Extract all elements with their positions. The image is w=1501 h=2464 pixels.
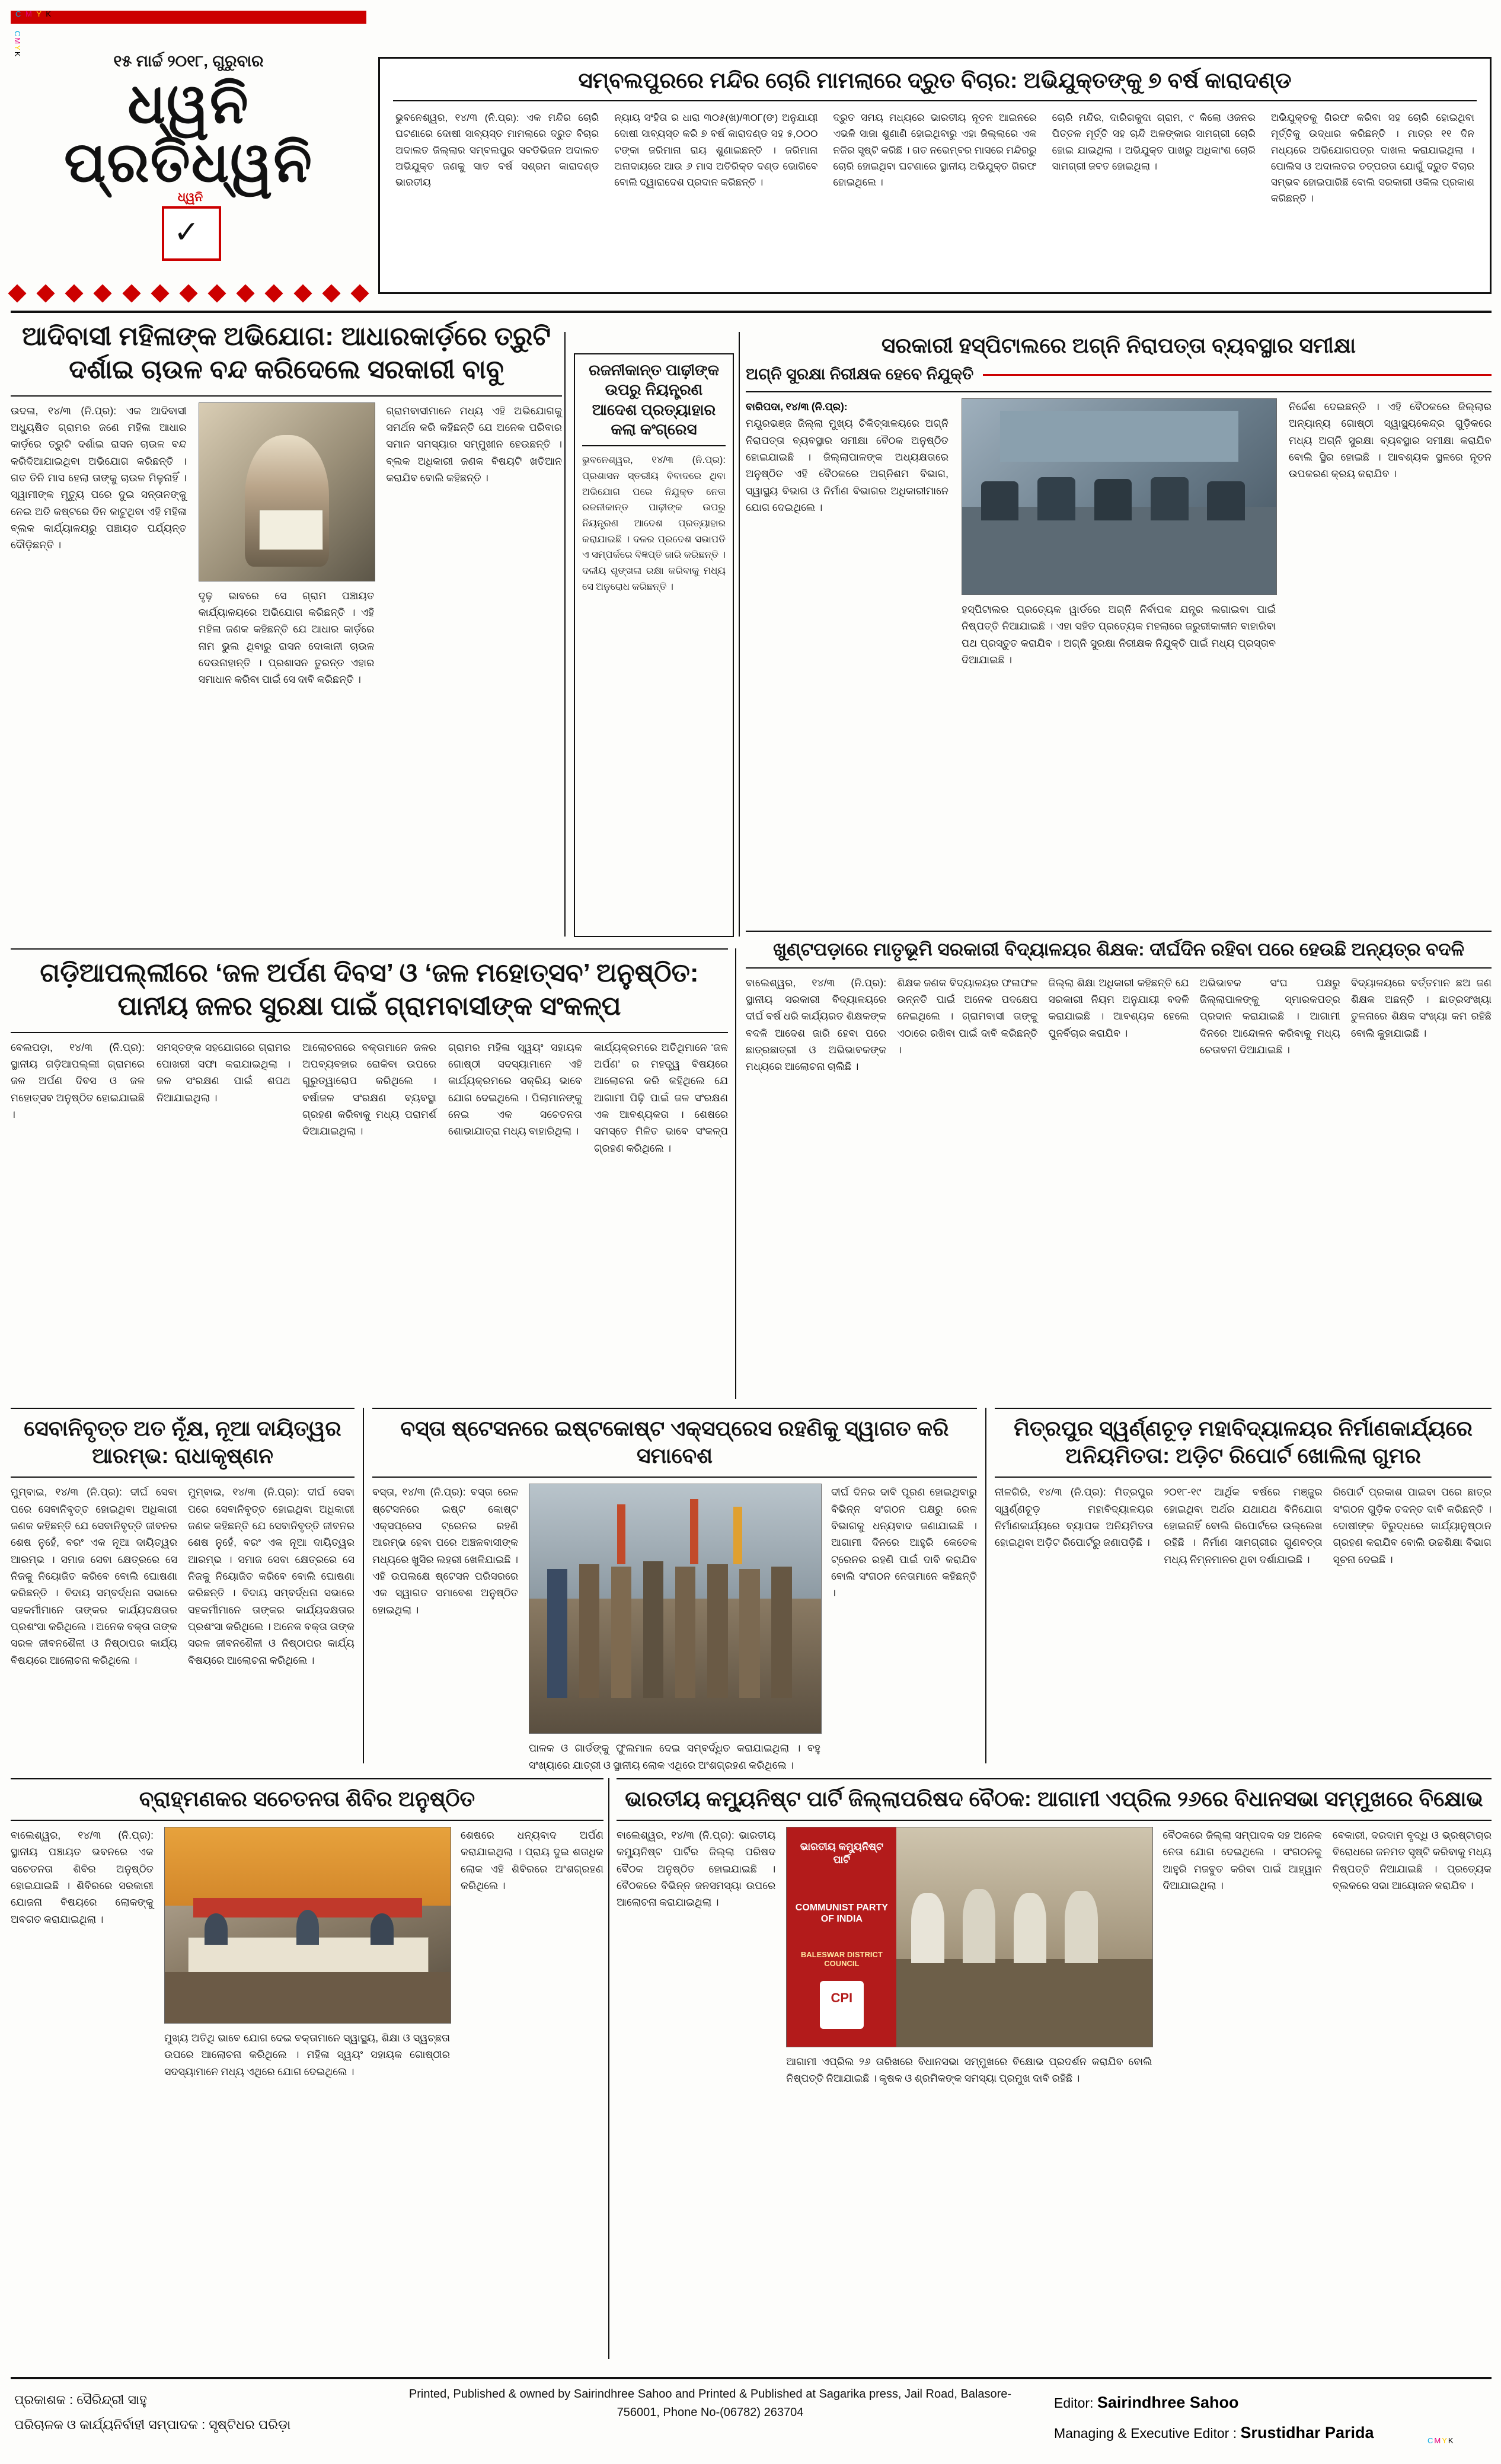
awareness-camp-headline: ବ୍ରାହ୍ମଣକର ସଚେତନତା ଶିବିର ଅନୁଷ୍ଠିତ xyxy=(139,1787,475,1811)
top-story-col-3: ଦ୍ରୁତ ସମୟ ମଧ୍ୟରେ ଭାରତୀୟ ନୂତନ ଆଇନରେ ଏଭଳି ସାଜା ଶୁଣାଣି ହୋଇଥିବାରୁ ଏହା ଜିଲ୍ଲାରେ ଏକ ନଜିର ସୃଷ୍ଟି କରିଛି । ଗତ ନଭେମ୍ବର ମାସରେ ମନ୍ଦିରରୁ ଚୋରି ହୋଇଥିବା ଘଟଣାରେ ସ୍ଥାନୀୟ ଅଭିଯୁକ୍ତ ଗିରଫ ହୋଇଥିଲେ । xyxy=(833,112,1037,188)
retired-officer-col-2: ମୁମ୍ବାଇ, ୧୪/୩ (ନି.ପ୍ର): ଦୀର୍ଘ ସେବା ପରେ ସେବାନିବୃତ୍ତ ହୋଇଥିବା ଅଧିକାରୀ ଜଣକ କହିଛନ୍ତି ଯେ ସେବାନିବୃତ୍ତି ଜୀବନର ଶେଷ ନୁହେଁ, ବରଂ ଏକ ନୂଆ ଦାୟିତ୍ୱର ଆରମ୍ଭ । ସମାଜ ସେବା କ୍ଷେତ୍ରରେ ସେ ନିଜକୁ ନିୟୋଜିତ କରିବେ ବୋଲି ଘୋଷଣା କରିଛନ୍ତି । ବିଦାୟ ସମ୍ବର୍ଦ୍ଧନା ସଭାରେ ସହକର୍ମୀମାନେ ତାଙ୍କର କାର୍ଯ୍ୟଦକ୍ଷତାର ପ୍ରଶଂସା କରିଥିଲେ । ଅନେକ ବକ୍ତା ତାଙ୍କ ସରଳ ଜୀବନଶୈଳୀ ଓ ନିଷ୍ଠାପର କାର୍ଯ୍ୟ ବିଷୟରେ ଆଲୋଚନା କରିଥିଲେ । xyxy=(188,1486,355,1666)
rajanikanta-box-body: ଭୁବନେଶ୍ୱର, ୧୪/୩ (ନି.ପ୍ର): ପ୍ରଶାସନ ସ୍ତରୀୟ ବିବାଦରେ ଥିବା ଅଭିଯୋଗ ପରେ ନିଯୁକ୍ତ ନେତା ରଜନୀକାନ୍ତ ପାଢ଼ୀଙ୍କ ଉପରୁ ନିୟନ୍ତ୍ରଣ ଆଦେଶ ପ୍ରତ୍ୟାହାର କରାଯାଇଛି । ଦଳର ପ୍ରଦେଶ ସଭାପତି ଏ ସମ୍ପର୍କରେ ବିଜ୍ଞପ୍ତି ଜାରି କରିଛନ୍ତି । ଦଳୀୟ ଶୃଙ୍ଖଳା ରକ୍ଷା କରିବାକୁ ମଧ୍ୟ ସେ ଅନୁରୋଧ କରିଛନ୍ତି । xyxy=(582,455,726,592)
college-irregularity-col-2: ୨୦୧୮-୧୯ ଆର୍ଥିକ ବର୍ଷରେ ମଞ୍ଜୁର ହୋଇଥିବା ଅର୍ଥର ଯଥାଯଥ ବିନିଯୋଗ ହୋଇନାହିଁ ବୋଲି ରିପୋର୍ଟରେ ଉଲ୍ଲେଖ ରହିଛି । ନିର୍ମାଣ ସାମଗ୍ରୀର ଗୁଣବତ୍ତା ମଧ୍ୟ ନିମ୍ନମାନର ଥିବା ଦର୍ଶାଯାଇଛି । xyxy=(1164,1486,1323,1565)
cpi-meeting-story xyxy=(617,1778,1492,2087)
express-welcome-col-3: ଦୀର୍ଘ ଦିନର ଦାବି ପୂରଣ ହୋଇଥିବାରୁ ବିଭିନ୍ନ ସଂଗଠନ ପକ୍ଷରୁ ରେଳ ବିଭାଗକୁ ଧନ୍ୟବାଦ ଜଣାଯାଇଛି । ଆଗାମୀ ଦିନରେ ଆହୁରି କେତେକ ଟ୍ରେନର ରହଣି ପାଇଁ ଦାବି କରାଯିବ ବୋଲି ସଂଗଠନ ନେତାମାନେ କହିଛନ୍ତି । xyxy=(831,1486,977,1599)
rajanikanta-box-story xyxy=(574,353,734,937)
school-teacher-headline: ଖୁଣ୍ଟପଡ଼ାରେ ମାତୃଭୂମି ସରକାରୀ ବିଦ୍ୟାଳୟର ଶିକ୍ଷକ: ଦୀର୍ଘଦିନ ରହିବା ପରେ ହେଉଛି ଅନ୍ୟତ୍ର ବଦଳି xyxy=(772,939,1464,960)
footer-editor-name: Sairindhree Sahoo xyxy=(1097,2393,1239,2411)
top-story-rule xyxy=(393,100,1477,101)
footer-exec-editor-name: Srustidhar Parida xyxy=(1240,2424,1374,2442)
footer-left xyxy=(14,2388,370,2437)
hospital-fire-story xyxy=(746,332,1492,668)
hospital-fire-col-2: ହସ୍ପିଟାଲର ପ୍ରତ୍ୟେକ ୱାର୍ଡରେ ଅଗ୍ନି ନିର୍ବାପକ ଯନ୍ତ୍ର ଲଗାଇବା ପାଇଁ ନିଷ୍ପତ୍ତି ନିଆଯାଇଛି । ଏହା ସହିତ ପ୍ରତ୍ୟେକ ମହଲାରେ ଜରୁରୀକାଳୀନ ବାହାରିବା ପଥ ପ୍ରସ୍ତୁତ କରାଯିବ । ଅଗ୍ନି ସୁରକ୍ଷା ନିରୀକ୍ଷକ ନିଯୁକ୍ତି ପାଇଁ ମଧ୍ୟ ପ୍ରସ୍ତାବ ଦିଆଯାଇଛି । xyxy=(961,603,1276,666)
express-welcome-photo xyxy=(529,1484,822,1734)
top-story-col-4: ଚୋରି ମନ୍ଦିର, ଦାରିଗକୁଦା ଗ୍ରାମ, ୯ କିଲୋ ଓଜନର ପିତ୍ତଳ ମୂର୍ତ୍ତି ସହ ଚାନ୍ଦି ଅଳଙ୍କାର ସାମଗ୍ରୀ ଚୋରି ହୋଇ ଯାଇଥିଲା । ଅଭିଯୁକ୍ତ ପାଖରୁ ଅଧିକାଂଶ ଚୋରି ସାମଗ୍ରୀ ଜବତ ହୋଇଥିଲା । xyxy=(1052,112,1256,172)
tribal-woman-col-1: ଉଦଳା, ୧୪/୩ (ନି.ପ୍ର): ଏକ ଆଦିବାସୀ ଅଧ୍ୟୁଷିତ ଗ୍ରାମର ଜଣେ ମହିଳା ଆଧାର କାର୍ଡ଼ରେ ତ୍ରୁଟି ଦର୍ଶାଇ ରାସନ ଚାଉଳ ବନ୍ଦ କରିଦିଆଯାଇଥିବା ଅଭିଯୋଗ କରିଛନ୍ତି । ଗତ ତିନି ମାସ ହେଲା ତାଙ୍କୁ ଚାଉଳ ମିଳୁନାହିଁ । ସ୍ୱାମୀଙ୍କ ମୃତ୍ୟୁ ପରେ ଦୁଇ ସନ୍ତାନଙ୍କୁ ନେଇ ଅତି କଷ୍ଟରେ ଦିନ କାଟୁଥିବା ଏହି ମହିଳା ବ୍ଲକ କାର୍ଯ୍ୟାଳୟରୁ ପଞ୍ଚାୟତ ପର୍ଯ୍ୟନ୍ତ ଦୌଡ଼ିଛନ୍ତି । xyxy=(11,404,187,551)
college-irregularity-col-3: ରିପୋର୍ଟ ପ୍ରକାଶ ପାଇବା ପରେ ଛାତ୍ର ସଂଗଠନ ଗୁଡ଼ିକ ତଦନ୍ତ ଦାବି କରିଛନ୍ତି । ଦୋଷୀଙ୍କ ବିରୁଦ୍ଧରେ କାର୍ଯ୍ୟାନୁଷ୍ଠାନ ଗ୍ରହଣ କରାଯିବ ବୋଲି ଉଚ୍ଚଶିକ୍ଷା ବିଭାଗ ସୂଚନା ଦେଇଛି । xyxy=(1333,1486,1492,1565)
awareness-camp-col-1: ବାଲେଶ୍ୱର, ୧୪/୩ (ନି.ପ୍ର): ସ୍ଥାନୀୟ ପଞ୍ଚାୟତ ଭବନରେ ଏକ ସଚେତନତା ଶିବିର ଅନୁଷ୍ଠିତ ହୋଇଯାଇଛି । ଶିବିରରେ ସରକାରୀ ଯୋଜନା ବିଷୟରେ ଲୋକଙ୍କୁ ଅବଗତ କରାଯାଇଥିଲା । xyxy=(11,1829,154,1925)
cpi-banner-line3: BALESWAR DISTRICT COUNCIL xyxy=(800,1950,883,1968)
water-day-col-5: କାର୍ଯ୍ୟକ୍ରମରେ ଅତିଥିମାନେ ‘ଜଳ ଅର୍ପଣ’ ର ମହତ୍ତ୍ୱ ବିଷୟରେ ଆଲୋଚନା କରି କହିଥିଲେ ଯେ ଆଗାମୀ ପିଢ଼ି ପାଇଁ ଜଳ ସଂରକ୍ଷଣ ଏକ ଆବଶ୍ୟକତା । ଶେଷରେ ସମସ୍ତେ ମିଳିତ ଭାବେ ସଂକଳ୍ପ ଗ୍ରହଣ କରିଥିଲେ । xyxy=(594,1041,728,1154)
retired-officer-headline: ସେବାନିବୃତ୍ତ ଅତ ନୂଁକ୍ଷ, ନୂଆ ଦାୟିତ୍ୱର ଆରମ୍ଭ: ରାଧାକୃଷ୍ଣନ xyxy=(24,1416,341,1468)
cmyk-marks-top: C M Y K xyxy=(15,9,52,18)
cpi-meeting-photo: ଭାରତୀୟ କମ୍ୟୁନିଷ୍ଟ ପାର୍ଟି COMMUNIST PARTY OF INDIA BALESWAR DISTRICT COUNCIL CPI xyxy=(786,1827,1153,2047)
page-top-rule xyxy=(11,311,1492,313)
water-day-col-3: ଆଲୋଚନାରେ ବକ୍ତାମାନେ ଜଳର ଅପବ୍ୟବହାର ରୋକିବା ଉପରେ ଗୁରୁତ୍ୱାରୋପ କରିଥିଲେ । ବର୍ଷାଜଳ ସଂରକ୍ଷଣ ବ୍ୟବସ୍ଥା ଗ୍ରହଣ କରିବାକୁ ମଧ୍ୟ ପରାମର୍ଶ ଦିଆଯାଇଥିଲା । xyxy=(302,1041,436,1137)
retired-officer-story xyxy=(11,1408,355,1669)
footer-imprint: Printed, Published & owned by Sairindhree Sahoo and Printed & Published at Sagarika press, Jail Road, Balasore-756001, Phone No-(06782) 263704 xyxy=(408,2388,1012,2419)
water-day-col-1: ବେଲପଡ଼ା, ୧୪/୩ (ନି.ପ୍ର): ସ୍ଥାନୀୟ ଗଡ଼ିଆପଲ୍ଲୀ ଗ୍ରାମରେ ଜଳ ଅର୍ପଣ ଦିବସ ଓ ଜଳ ମହୋତ୍ସବ ଅନୁଷ୍ଠିତ ହୋଇଯାଇଛି । xyxy=(11,1041,145,1120)
cpi-meeting-col-1: ବାଲେଶ୍ୱର, ୧୪/୩ (ନି.ପ୍ର): ଭାରତୀୟ କମ୍ୟୁନିଷ୍ଟ ପାର୍ଟିର ଜିଲ୍ଲା ପରିଷଦ ବୈଠକ ଅନୁଷ୍ଠିତ ହୋଇଯାଇଛି । ବୈଠକରେ ବିଭିନ୍ନ ଜନସମସ୍ୟା ଉପରେ ଆଲୋଚନା କରାଯାଇଥିଲା । xyxy=(617,1829,776,1909)
masthead-logo-caption: ଧ୍ୱନି xyxy=(177,191,203,204)
water-day-headline: ଗଡ଼ିଆପଲ୍ଲୀରେ ‘ଜଳ ଅର୍ପଣ ଦିବସ’ ଓ ‘ଜଳ ମହୋତ୍ସବ’ ଅନୁଷ୍ଠିତ: ପାନୀୟ ଜଳର ସୁରକ୍ଷା ପାଇଁ ଗ୍ରାମବାସୀଙ୍କ ସଂକଳ୍ପ xyxy=(40,958,699,1021)
masthead-dateline: ୧୫ ମାର୍ଚ୍ଚ ୨୦୧୮, ଗୁରୁବାର xyxy=(113,52,264,70)
school-teacher-col-2: ଶିକ୍ଷକ ଜଣକ ବିଦ୍ୟାଳୟର ଫଳାଫଳ ଉନ୍ନତି ପାଇଁ ଅନେକ ପଦକ୍ଷେପ ନେଇଥିଲେ । ଗ୍ରାମବାସୀ ତାଙ୍କୁ ଏଠାରେ ରଖିବା ପାଇଁ ଦାବି କରିଛନ୍ତି । xyxy=(897,976,1038,1056)
hospital-fire-headline: ସରକାରୀ ହସ୍ପିଟାଲରେ ଅଗ୍ନି ନିରାପତ୍ତା ବ୍ୟବସ୍ଥାର ସମୀକ୍ଷା xyxy=(881,333,1356,357)
top-story-col-2: ନ୍ୟାୟ ସଂହିତା ର ଧାରା ୩୦୫(ଖ)/୩୦୮(ଙ) ଅନୁଯାୟୀ ଦୋଷୀ ସାବ୍ୟସ୍ତ କରି ୭ ବର୍ଷ କାରାଦଣ୍ଡ ସହ ୫,୦୦୦ ଟଙ୍କା ଜରିମାନା ରାୟ ଶୁଣାଇଛନ୍ତି । ଜରିମାନା ଅନାଦାୟରେ ଆଉ ୬ ମାସ ଅତିରିକ୍ତ ଦଣ୍ଡ ଭୋଗିବେ ବୋଲି ଦ୍ୱାରାଦେଶ ପ୍ରଦାନ କରିଛନ୍ତି । xyxy=(614,112,818,188)
cpi-meeting-headline: ଭାରତୀୟ କମ୍ୟୁନିଷ୍ଟ ପାର୍ଟି ଜିଲ୍ଲାପରିଷଦ ବୈଠକ: ଆଗାମୀ ଏପ୍ରିଲ ୨୬ରେ ବିଧାନସଭା ସମ୍ମୁଖରେ ବିକ୍ଷୋଭ xyxy=(625,1787,1483,1811)
footer-right xyxy=(1054,2388,1487,2449)
cpi-meeting-col-3: ବୈଠକରେ ଜିଲ୍ଲା ସମ୍ପାଦକ ସହ ଅନେକ ନେତା ଯୋଗ ଦେଇଥିଲେ । ସଂଗଠନକୁ ଆହୁରି ମଜବୁତ କରିବା ପାଇଁ ଆହ୍ୱାନ ଦିଆଯାଇଥିଲା । xyxy=(1163,1829,1322,1892)
tribal-woman-photo xyxy=(199,402,376,581)
tribal-woman-col-3: ଗ୍ରାମବାସୀମାନେ ମଧ୍ୟ ଏହି ଅଭିଯୋଗକୁ ସମର୍ଥନ କରି କହିଛନ୍ତି ଯେ ଅନେକ ପରିବାର ସମାନ ସମସ୍ୟାର ସମ୍ମୁଖୀନ ହେଉଛନ୍ତି । ବ୍ଲକ ଅଧିକାରୀ ଜଣକ ବିଷୟଟି ଖତିଆନ କରାଯିବ ବୋଲି କହିଛନ୍ତି । xyxy=(386,404,563,484)
column-divider-4 xyxy=(363,1408,364,1763)
rajanikanta-box-headline: ରଜନୀକାନ୍ତ ପାଢ଼ୀଙ୍କ ଉପରୁ ନିୟନ୍ତ୍ରଣ ଆଦେଶ ପ୍ରତ୍ୟାହାର କଲା କଂଗ୍ରେସ xyxy=(589,361,719,438)
express-welcome-headline: ବସ୍ତା ଷ୍ଟେସନରେ ଇଷ୍ଟକୋଷ୍ଟ ଏକ୍ସପ୍ରେସ ରହଣିକୁ ସ୍ୱାଗତ କରି ସମାବେଶ xyxy=(400,1416,949,1468)
hospital-fire-photo xyxy=(962,398,1277,595)
school-teacher-col-1: ବାଲେଶ୍ୱର, ୧୪/୩ (ନି.ପ୍ର): ସ୍ଥାନୀୟ ସରକାରୀ ବିଦ୍ୟାଳୟରେ ଦୀର୍ଘ ବର୍ଷ ଧରି କାର୍ଯ୍ୟରତ ଶିକ୍ଷକଙ୍କ ବଦଳି ଆଦେଶ ଜାରି ହେବା ପରେ ଛାତ୍ରଛାତ୍ରୀ ଓ ଅଭିଭାବକଙ୍କ ମଧ୍ୟରେ ଆଲୋଚନା ଚାଲିଛି । xyxy=(746,976,887,1073)
cpi-banner-line2: COMMUNIST PARTY OF INDIA xyxy=(795,1902,888,1925)
top-story-col-5: ଅଭିଯୁକ୍ତକୁ ଗିରଫ କରିବା ସହ ଚୋରି ହୋଇଥିବା ମୂର୍ତ୍ତିକୁ ଉଦ୍ଧାର କରିଛନ୍ତି । ମାତ୍ର ୧୧ ଦିନ ମଧ୍ୟରେ ଅଭିଯୋଗପତ୍ର ଦାଖଲ କରାଯାଇଥିଲା । ପୋଲିସ ଓ ଅଦାଲତର ତତ୍ପରତା ଯୋଗୁଁ ଦ୍ରୁତ ବିଚାର ସମ୍ଭବ ହୋଇପାରିଛି ବୋଲି ସରକାରୀ ଓକିଲ ପ୍ରକାଶ କରିଛନ୍ତି । xyxy=(1270,112,1475,204)
hospital-fire-dateline: ବାରିପଦା, ୧୪/୩ (ନି.ପ୍ର): xyxy=(746,401,848,413)
newspaper-title: ଧ୍ୱନି ପ୍ରତିଧ୍ୱନି xyxy=(64,72,313,193)
school-teacher-col-4: ଅଭିଭାବକ ସଂଘ ପକ୍ଷରୁ ଜିଲ୍ଲାପାଳଙ୍କୁ ସ୍ମାରକପତ୍ର ପ୍ରଦାନ କରାଯାଇଛି । ଆଗାମୀ ଦିନରେ ଆନ୍ଦୋଳନ କରିବାକୁ ମଧ୍ୟ ଚେତାବନୀ ଦିଆଯାଇଛି । xyxy=(1199,976,1340,1056)
express-welcome-col-1: ବସ୍ତା, ୧୪/୩ (ନି.ପ୍ର): ବସ୍ତା ରେଳ ଷ୍ଟେସନରେ ଇଷ୍ଟ କୋଷ୍ଟ ଏକ୍ସପ୍ରେସ ଟ୍ରେନର ରହଣି ଆରମ୍ଭ ହେବା ପରେ ଅଞ୍ଚଳବାସୀଙ୍କ ମଧ୍ୟରେ ଖୁସିର ଲହରୀ ଖେଳିଯାଇଛି । ଏହି ଉପଲକ୍ଷେ ଷ୍ଟେସନ ପରିସରରେ ଏକ ସ୍ୱାଗତ ସମାବେଶ ଅନୁଷ୍ଠିତ ହୋଇଥିଲା । xyxy=(372,1486,518,1616)
hospital-fire-col-1: ମୟୂରଭଞ୍ଜ ଜିଲ୍ଲା ମୁଖ୍ୟ ଚିକିତ୍ସାଳୟରେ ଅଗ୍ନି ନିରାପତ୍ତା ବ୍ୟବସ୍ଥାର ସମୀକ୍ଷା ବୈଠକ ଅନୁଷ୍ଠିତ ହୋଇଯାଇଛି । ଜିଲ୍ଲାପାଳଙ୍କ ଅଧ୍ୟକ୍ଷତାରେ ଅନୁଷ୍ଠିତ ଏହି ବୈଠକରେ ଅଗ୍ନିଶମ ବିଭାଗ, ସ୍ୱାସ୍ଥ୍ୟ ବିଭାଗ ଓ ନିର୍ମାଣ ବିଭାଗର ଅଧିକାରୀମାନେ ଯୋଗ ଦେଇଥିଲେ । xyxy=(746,417,948,514)
awareness-camp-story xyxy=(11,1778,603,2080)
masthead-red-strip xyxy=(11,11,366,24)
column-divider-2 xyxy=(739,332,740,937)
hospital-fire-subhead: ଅଗ୍ନି ସୁରକ୍ଷା ନିରୀକ୍ଷକ ହେବେ ନିଯୁକ୍ତି xyxy=(746,365,974,383)
column-divider-3 xyxy=(735,948,736,1399)
column-divider-5 xyxy=(985,1408,986,1763)
footer-editor-label: Editor: xyxy=(1054,2395,1094,2411)
top-story-headline: ସମ୍ବଲପୁରରେ ମନ୍ଦିର ଚୋରି ମାମଲାରେ ଦ୍ରୁତ ବିଚାର: ଅଭିଯୁକ୍ତଙ୍କୁ ୭ ବର୍ଷ କାରାଦଣ୍ଡ xyxy=(578,68,1292,92)
top-story-col-1: ଭୁବନେଶ୍ୱର, ୧୪/୩ (ନି.ପ୍ର): ଏକ ମନ୍ଦିର ଚୋରି ଘଟଣାରେ ଦୋଷୀ ସାବ୍ୟସ୍ତ ମାମଲାରେ ଦ୍ରୁତ ବିଚାର ଅଦାଲତ ଜିଲ୍ଲାର ସମ୍ବଲପୁର ସବଡିଭିଜନ ଅଦାଲତ ଅଭିଯୁକ୍ତ ଜଣକୁ ସାତ ବର୍ଷ ସଶ୍ରମ କାରାଦଣ୍ଡ ଭାରତୀୟ xyxy=(395,112,599,188)
water-day-col-4: ଗ୍ରାମର ମହିଳା ସ୍ୱୟଂ ସହାୟକ ଗୋଷ୍ଠୀ ସଦସ୍ୟାମାନେ ଏହି କାର୍ଯ୍ୟକ୍ରମରେ ସକ୍ରିୟ ଭାବେ ଯୋଗ ଦେଇଥିଲେ । ପିଲାମାନଙ୍କୁ ନେଇ ଏକ ସଚେତନତା ଶୋଭାଯାତ୍ରା ମଧ୍ୟ ବାହାରିଥିଲା । xyxy=(448,1041,582,1137)
footer-exec-editor-label: Managing & Executive Editor : xyxy=(1054,2425,1237,2441)
cpi-meeting-col-2: ଆଗାମୀ ଏପ୍ରିଲ ୨୬ ତାରିଖରେ ବିଧାନସଭା ସମ୍ମୁଖରେ ବିକ୍ଷୋଭ ପ୍ରଦର୍ଶନ କରାଯିବ ବୋଲି ନିଷ୍ପତ୍ତି ନିଆଯାଇଛି । କୃଷକ ଓ ଶ୍ରମିକଙ୍କ ସମସ୍ୟା ପ୍ରମୁଖ ଦାବି ରହିଛି । xyxy=(786,2056,1152,2085)
top-story xyxy=(378,57,1492,294)
awareness-camp-photo xyxy=(164,1827,451,2024)
school-teacher-story xyxy=(746,931,1492,1075)
school-teacher-col-3: ଜିଲ୍ଲା ଶିକ୍ଷା ଅଧିକାରୀ କହିଛନ୍ତି ଯେ ସରକାରୀ ନିୟମ ଅନୁଯାୟୀ ବଦଳି କରାଯାଇଛି । ଆବଶ୍ୟକ ହେଲେ ପୁନର୍ବିଚାର କରାଯିବ । xyxy=(1048,976,1189,1039)
express-welcome-col-2: ପାଳକ ଓ ଗାର୍ଡଙ୍କୁ ଫୁଲମାଳ ଦେଇ ସମ୍ବର୍ଦ୍ଧିତ କରାଯାଇଥିଲା । ବହୁ ସଂଖ୍ୟାରେ ଯାତ୍ରୀ ଓ ସ୍ଥାନୀୟ ଲୋକ ଏଥିରେ ଅଂଶଗ୍ରହଣ କରିଥିଲେ । xyxy=(529,1742,820,1771)
cmyk-marks-side: CMYK xyxy=(13,31,22,58)
masthead-diamond-divider xyxy=(11,283,366,303)
express-welcome-story xyxy=(372,1408,977,1773)
footer xyxy=(11,2377,1492,2453)
water-day-col-2: ସମସ୍ତଙ୍କ ସହଯୋଗରେ ଗ୍ରାମର ପୋଖରୀ ସଫା କରାଯାଇଥିଲା । ଜଳ ସଂରକ୍ଷଣ ପାଇଁ ଶପଥ ନିଆଯାଇଥିଲା । xyxy=(157,1041,290,1104)
masthead-left xyxy=(11,11,366,289)
tribal-woman-story xyxy=(11,320,562,688)
college-irregularity-story xyxy=(995,1408,1492,1568)
cpi-meeting-col-4: ବେକାରୀ, ଦରଦାମ ବୃଦ୍ଧି ଓ ଭ୍ରଷ୍ଟାଚାର ବିରୋଧରେ ଜନମତ ସୃଷ୍ଟି କରିବାକୁ ମଧ୍ୟ ନିଷ୍ପତ୍ତି ନିଆଯାଇଛି । ପ୍ରତ୍ୟେକ ବ୍ଲକରେ ସଭା ଆୟୋଜନ କରାଯିବ । xyxy=(1332,1829,1492,1892)
column-divider-6 xyxy=(608,1778,609,2359)
water-day-story xyxy=(11,948,728,1156)
check-icon: ✓ xyxy=(174,215,200,250)
footer-publisher: ପ୍ରକାଶକ : ସୈରିନ୍ଦ୍ରୀ ସାହୁ xyxy=(14,2392,147,2407)
college-irregularity-col-1: ନୀଳଗିରି, ୧୪/୩ (ନି.ପ୍ର): ମିତ୍ରପୁର ସ୍ୱର୍ଣ୍ଣଚୂଡ଼ ମହାବିଦ୍ୟାଳୟର ନିର୍ମାଣକାର୍ଯ୍ୟରେ ବ୍ୟାପକ ଅନିୟମିତତା ହୋଇଥିବା ଅଡ଼ିଟ ରିପୋର୍ଟରୁ ଜଣାପଡ଼ିଛି । xyxy=(995,1486,1154,1549)
cmyk-marks-footer: CMYK xyxy=(1427,2436,1455,2445)
masthead-logo xyxy=(162,191,221,261)
cpi-banner-line1: ଭାରତୀୟ କମ୍ୟୁନିଷ୍ଟ ପାର୍ଟି xyxy=(800,1841,883,1866)
awareness-camp-col-3: ଶେଷରେ ଧନ୍ୟବାଦ ଅର୍ପଣ କରାଯାଇଥିଲା । ପ୍ରାୟ ଦୁଇ ଶତାଧିକ ଲୋକ ଏହି ଶିବିରରେ ଅଂଶଗ୍ରହଣ କରିଥିଲେ । xyxy=(461,1829,603,1892)
footer-manager: ପରିଚାଳକ ଓ କାର୍ଯ୍ୟନିର୍ବାହୀ ସମ୍ପାଦକ : ସୃଷ୍ଟିଧର ପରିଡ଼ା xyxy=(14,2417,291,2432)
tribal-woman-headline: ଆଦିବାସୀ ମହିଳାଙ୍କ ଅଭିଯୋଗ: ଆଧାରକାର୍ଡ଼ରେ ତ୍ରୁଟି ଦର୍ଶାଇ ଚାଉଳ ବନ୍ଦ କରିଦେଲେ ସରକାରୀ ବାବୁ xyxy=(22,322,551,385)
column-divider-1 xyxy=(564,332,566,937)
hospital-fire-col-3: ନିର୍ଦ୍ଦେଶ ଦେଇଛନ୍ତି । ଏହି ବୈଠକରେ ଜିଲ୍ଲାର ଅନ୍ୟାନ୍ୟ ଗୋଷ୍ଠୀ ସ୍ୱାସ୍ଥ୍ୟକେନ୍ଦ୍ର ଗୁଡ଼ିକରେ ମଧ୍ୟ ଅଗ୍ନି ସୁରକ୍ଷା ବ୍ୟବସ୍ଥାର ସମୀକ୍ଷା କରାଯିବ ବୋଲି ସ୍ଥିର ହୋଇଛି । ଆବଶ୍ୟକ ସ୍ଥଳରେ ନୂତନ ଉପକରଣ କ୍ରୟ କରାଯିବ । xyxy=(1289,401,1492,480)
school-teacher-col-5: ବିଦ୍ୟାଳୟରେ ବର୍ତ୍ତମାନ ଛଅ ଜଣ ଶିକ୍ଷକ ଅଛନ୍ତି । ଛାତ୍ରସଂଖ୍ୟା ତୁଳନାରେ ଶିକ୍ଷକ ସଂଖ୍ୟା କମ ରହିଛି ବୋଲି କୁହାଯାଇଛି । xyxy=(1350,976,1492,1039)
college-irregularity-headline: ମିତ୍ରପୁର ସ୍ୱର୍ଣ୍ଣଚୂଡ଼ ମହାବିଦ୍ୟାଳୟର ନିର୍ମାଣକାର୍ଯ୍ୟରେ ଅନିୟମିତତା: ଅଡ଼ିଟ ରିପୋର୍ଟ ଖୋଲିଲା ଗୁମର xyxy=(1014,1416,1473,1468)
tribal-woman-col-2: ଦୃଢ଼ ଭାବରେ ସେ ଗ୍ରାମ ପଞ୍ଚାୟତ କାର୍ଯ୍ୟାଳୟରେ ଅଭିଯୋଗ କରିଛନ୍ତି । ଏହି ମହିଳା ଜଣକ କହିଛନ୍ତି ଯେ ଆଧାର କାର୍ଡ଼ରେ ନାମ ଭୁଲ ଥିବାରୁ ରାସନ ଦୋକାନୀ ଚାଉଳ ଦେଉନାହାନ୍ତି । ପ୍ରଶାସନ ତୁରନ୍ତ ଏହାର ସମାଧାନ କରିବା ପାଇଁ ସେ ଦାବି କରିଛନ୍ତି । xyxy=(198,589,375,686)
retired-officer-col-1: ମୁମ୍ବାଇ, ୧୪/୩ (ନି.ପ୍ର): ଦୀର୍ଘ ସେବା ପରେ ସେବାନିବୃତ୍ତ ହୋଇଥିବା ଅଧିକାରୀ ଜଣକ କହିଛନ୍ତି ଯେ ସେବାନିବୃତ୍ତି ଜୀବନର ଶେଷ ନୁହେଁ, ବରଂ ଏକ ନୂଆ ଦାୟିତ୍ୱର ଆରମ୍ଭ । ସମାଜ ସେବା କ୍ଷେତ୍ରରେ ସେ ନିଜକୁ ନିୟୋଜିତ କରିବେ ବୋଲି ଘୋଷଣା କରିଛନ୍ତି । ବିଦାୟ ସମ୍ବର୍ଦ୍ଧନା ସଭାରେ ସହକର୍ମୀମାନେ ତାଙ୍କର କାର୍ଯ୍ୟଦକ୍ଷତାର ପ୍ରଶଂସା କରିଥିଲେ । ଅନେକ ବକ୍ତା ତାଙ୍କ ସରଳ ଜୀବନଶୈଳୀ ଓ ନିଷ୍ଠାପର କାର୍ଯ୍ୟ ବିଷୟରେ ଆଲୋଚନା କରିଥିଲେ । xyxy=(11,1486,177,1666)
awareness-camp-col-2: ମୁଖ୍ୟ ଅତିଥି ଭାବେ ଯୋଗ ଦେଇ ବକ୍ତାମାନେ ସ୍ୱାସ୍ଥ୍ୟ, ଶିକ୍ଷା ଓ ସ୍ୱଚ୍ଛତା ଉପରେ ଆଲୋଚନା କରିଥିଲେ । ମହିଳା ସ୍ୱୟଂ ସହାୟକ ଗୋଷ୍ଠୀର ସଦସ୍ୟାମାନେ ମଧ୍ୟ ଏଥିରେ ଯୋଗ ଦେଇଥିଲେ । xyxy=(164,2032,450,2078)
